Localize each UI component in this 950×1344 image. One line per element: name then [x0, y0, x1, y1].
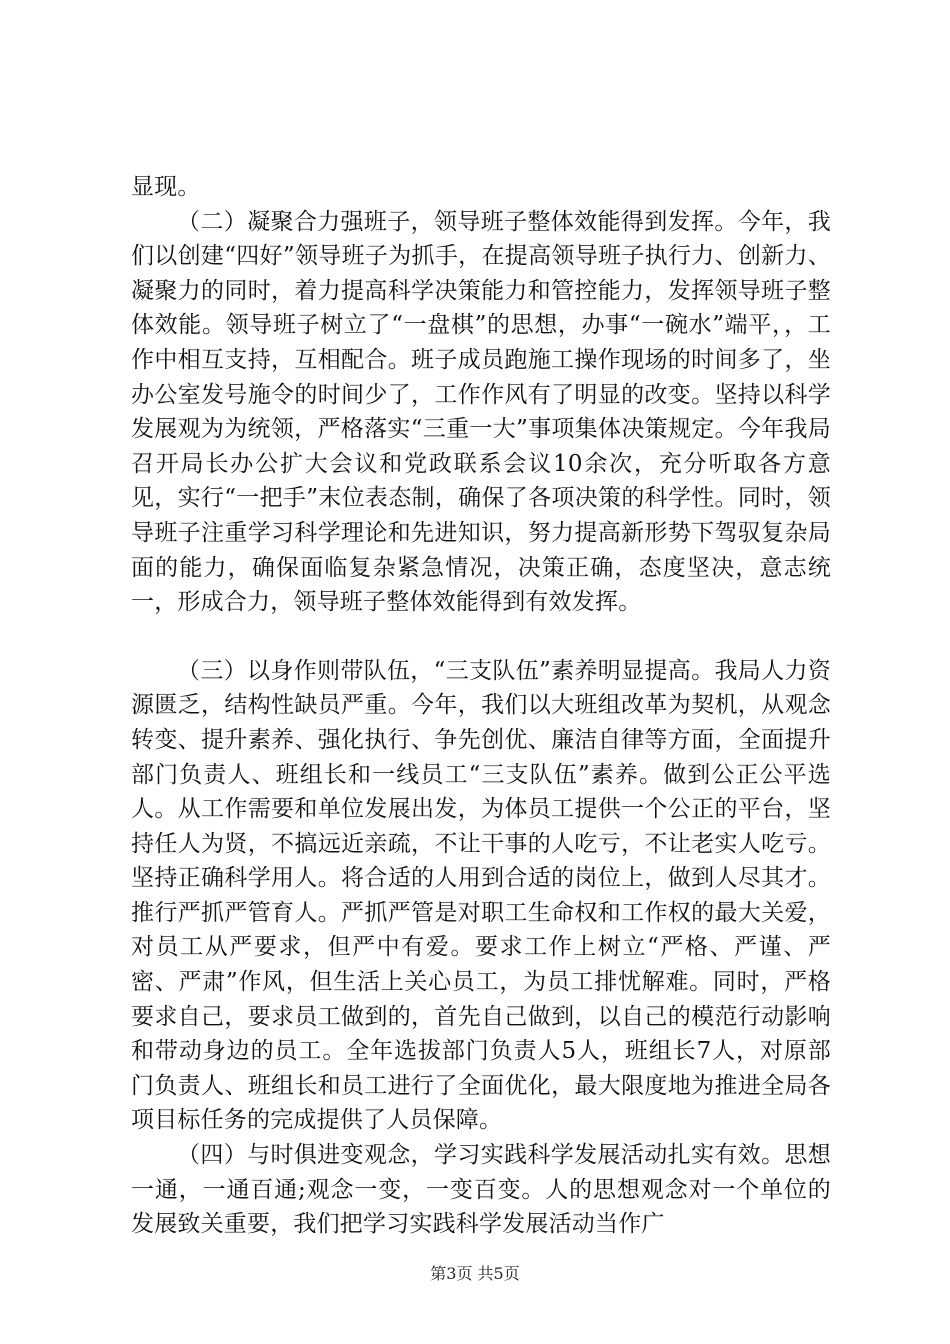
- page-footer: [0, 1264, 950, 1284]
- page-number-label: 第3页 共5页: [430, 1264, 520, 1283]
- paragraph-section-2: （二）凝聚合力强班子，领导班子整体效能得到发挥。今年，我们以创建“四好”领导班子为抓手，在提高领导班子执行力、创新力、凝聚力的同时，着力提高科学决策能力和管控能力，发挥领导班子整体效能。领导班子树立了“一盘棋”的思想，办事“一碗水”端平，，工作中相互支持，互相配合。班子成员跑施工操作现场的时间多了，坐办公室发号施令的时间少了，工作作风有了明显的改变。坚持以科学发展观为为统领，严格落实“三重一大”事项集体决策规定。今年我局召开局长办公扩大会议和党政联系会议10余次，充分听取各方意见，实行“一把手”末位表态制，确保了各项决策的科学性。同时，领导班子注重学习科学理论和先进知识，努力提高新形势下驾驭复杂局面的能力，确保面临复杂紧急情况，决策正确，态度坚决，意志统一，形成合力，领导班子整体效能得到有效发挥。: [131, 208, 831, 616]
- paragraph-continuation: 显现。: [131, 174, 201, 200]
- paragraph-section-4: （四）与时俱进变观念，学习实践科学发展活动扎实有效。思想一通，一通百通;观念一变，一变百变。人的思想观念对一个单位的发展致关重要，我们把学习实践科学发展活动当作广: [131, 1142, 831, 1238]
- paragraph-section-3: （三）以身作则带队伍，“三支队伍”素养明显提高。我局人力资源匮乏，结构性缺员严重。今年，我们以大班组改革为契机，从观念转变、提升素养、强化执行、争先创优、廉洁自律等方面，全面提升部门负责人、班组长和一线员工“三支队伍”素养。做到公正公平选人。从工作需要和单位发展出发，为体员工提供一个公正的平台，坚持任人为贤，不搞远近亲疏，不让干事的人吃亏，不让老实人吃亏。坚持正确科学用人。将合适的人用到合适的岗位上，做到人尽其才。推行严抓严管育人。严抓严管是对职工生命权和工作权的最大关爱，对员工从严要求，但严中有爱。要求工作上树立“严格、严谨、严密、严肃”作风，但生活上关心员工，为员工排忧解难。同时，严格要求自己，要求员工做到的，首先自己做到，以自己的模范行动影响和带动身边的员工。全年选拔部门负责人5人，班组长7人，对原部门负责人、班组长和员工进行了全面优化，最大限度地为推进全局各项目标任务的完成提供了人员保障。: [131, 657, 831, 1134]
- document-body: [131, 170, 831, 1242]
